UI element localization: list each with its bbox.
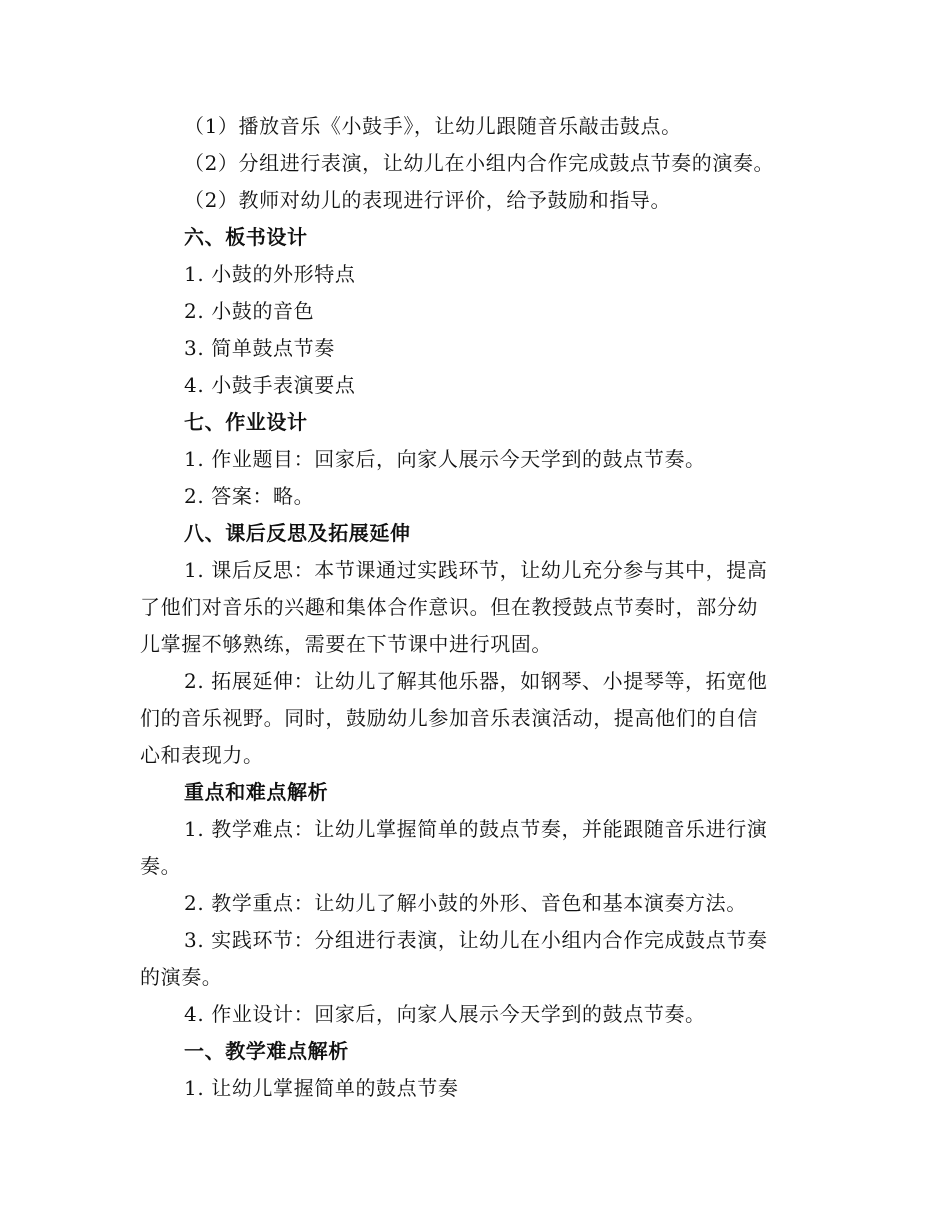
list-item: 1. 作业题目：回家后，向家人展示今天学到的鼓点节奏。 <box>184 447 706 471</box>
paragraph-line: 们的音乐视野。同时，鼓励幼儿参加音乐表演活动，提高他们的自信 <box>140 706 758 730</box>
paragraph-line: 3. 实践环节：分组进行表演，让幼儿在小组内合作完成鼓点节奏 <box>184 928 768 952</box>
body-text: （2）分组进行表演，让幼儿在小组内合作完成鼓点节奏的演奏。 <box>184 151 775 175</box>
list-item: 2. 答案：略。 <box>184 484 315 508</box>
paragraph-line: 心和表现力。 <box>140 743 264 767</box>
list-item: 2. 小鼓的音色 <box>184 299 315 323</box>
section-heading: 八、课后反思及拓展延伸 <box>184 521 411 545</box>
list-item: 3. 简单鼓点节奏 <box>184 336 335 360</box>
section-heading: 重点和难点解析 <box>184 780 329 804</box>
list-item: 4. 小鼓手表演要点 <box>184 373 356 397</box>
paragraph-line: 奏。 <box>140 854 182 878</box>
paragraph-line: 2. 教学重点：让幼儿了解小鼓的外形、音色和基本演奏方法。 <box>184 891 747 915</box>
paragraph-line: 2. 拓展延伸：让幼儿了解其他乐器，如钢琴、小提琴等，拓宽他 <box>184 669 768 693</box>
paragraph-line: 了他们对音乐的兴趣和集体合作意识。但在教授鼓点节奏时，部分幼 <box>140 595 758 619</box>
paragraph-line: 4. 作业设计：回家后，向家人展示今天学到的鼓点节奏。 <box>184 1002 706 1026</box>
body-text: （2）教师对幼儿的表现进行评价，给予鼓励和指导。 <box>184 188 672 212</box>
section-heading: 六、板书设计 <box>184 225 308 249</box>
list-item: 1. 让幼儿掌握简单的鼓点节奏 <box>184 1076 459 1100</box>
paragraph-line: 1. 教学难点：让幼儿掌握简单的鼓点节奏，并能跟随音乐进行演 <box>184 817 768 841</box>
body-text: （1）播放音乐《小鼓手》，让幼儿跟随音乐敲击鼓点。 <box>184 114 682 138</box>
section-heading: 一、教学难点解析 <box>184 1039 349 1063</box>
paragraph-line: 儿掌握不够熟练，需要在下节课中进行巩固。 <box>140 632 552 656</box>
paragraph-line: 1. 课后反思：本节课通过实践环节，让幼儿充分参与其中，提高 <box>184 558 768 582</box>
paragraph-line: 的演奏。 <box>140 965 223 989</box>
section-heading: 七、作业设计 <box>184 410 308 434</box>
list-item: 1. 小鼓的外形特点 <box>184 262 356 286</box>
